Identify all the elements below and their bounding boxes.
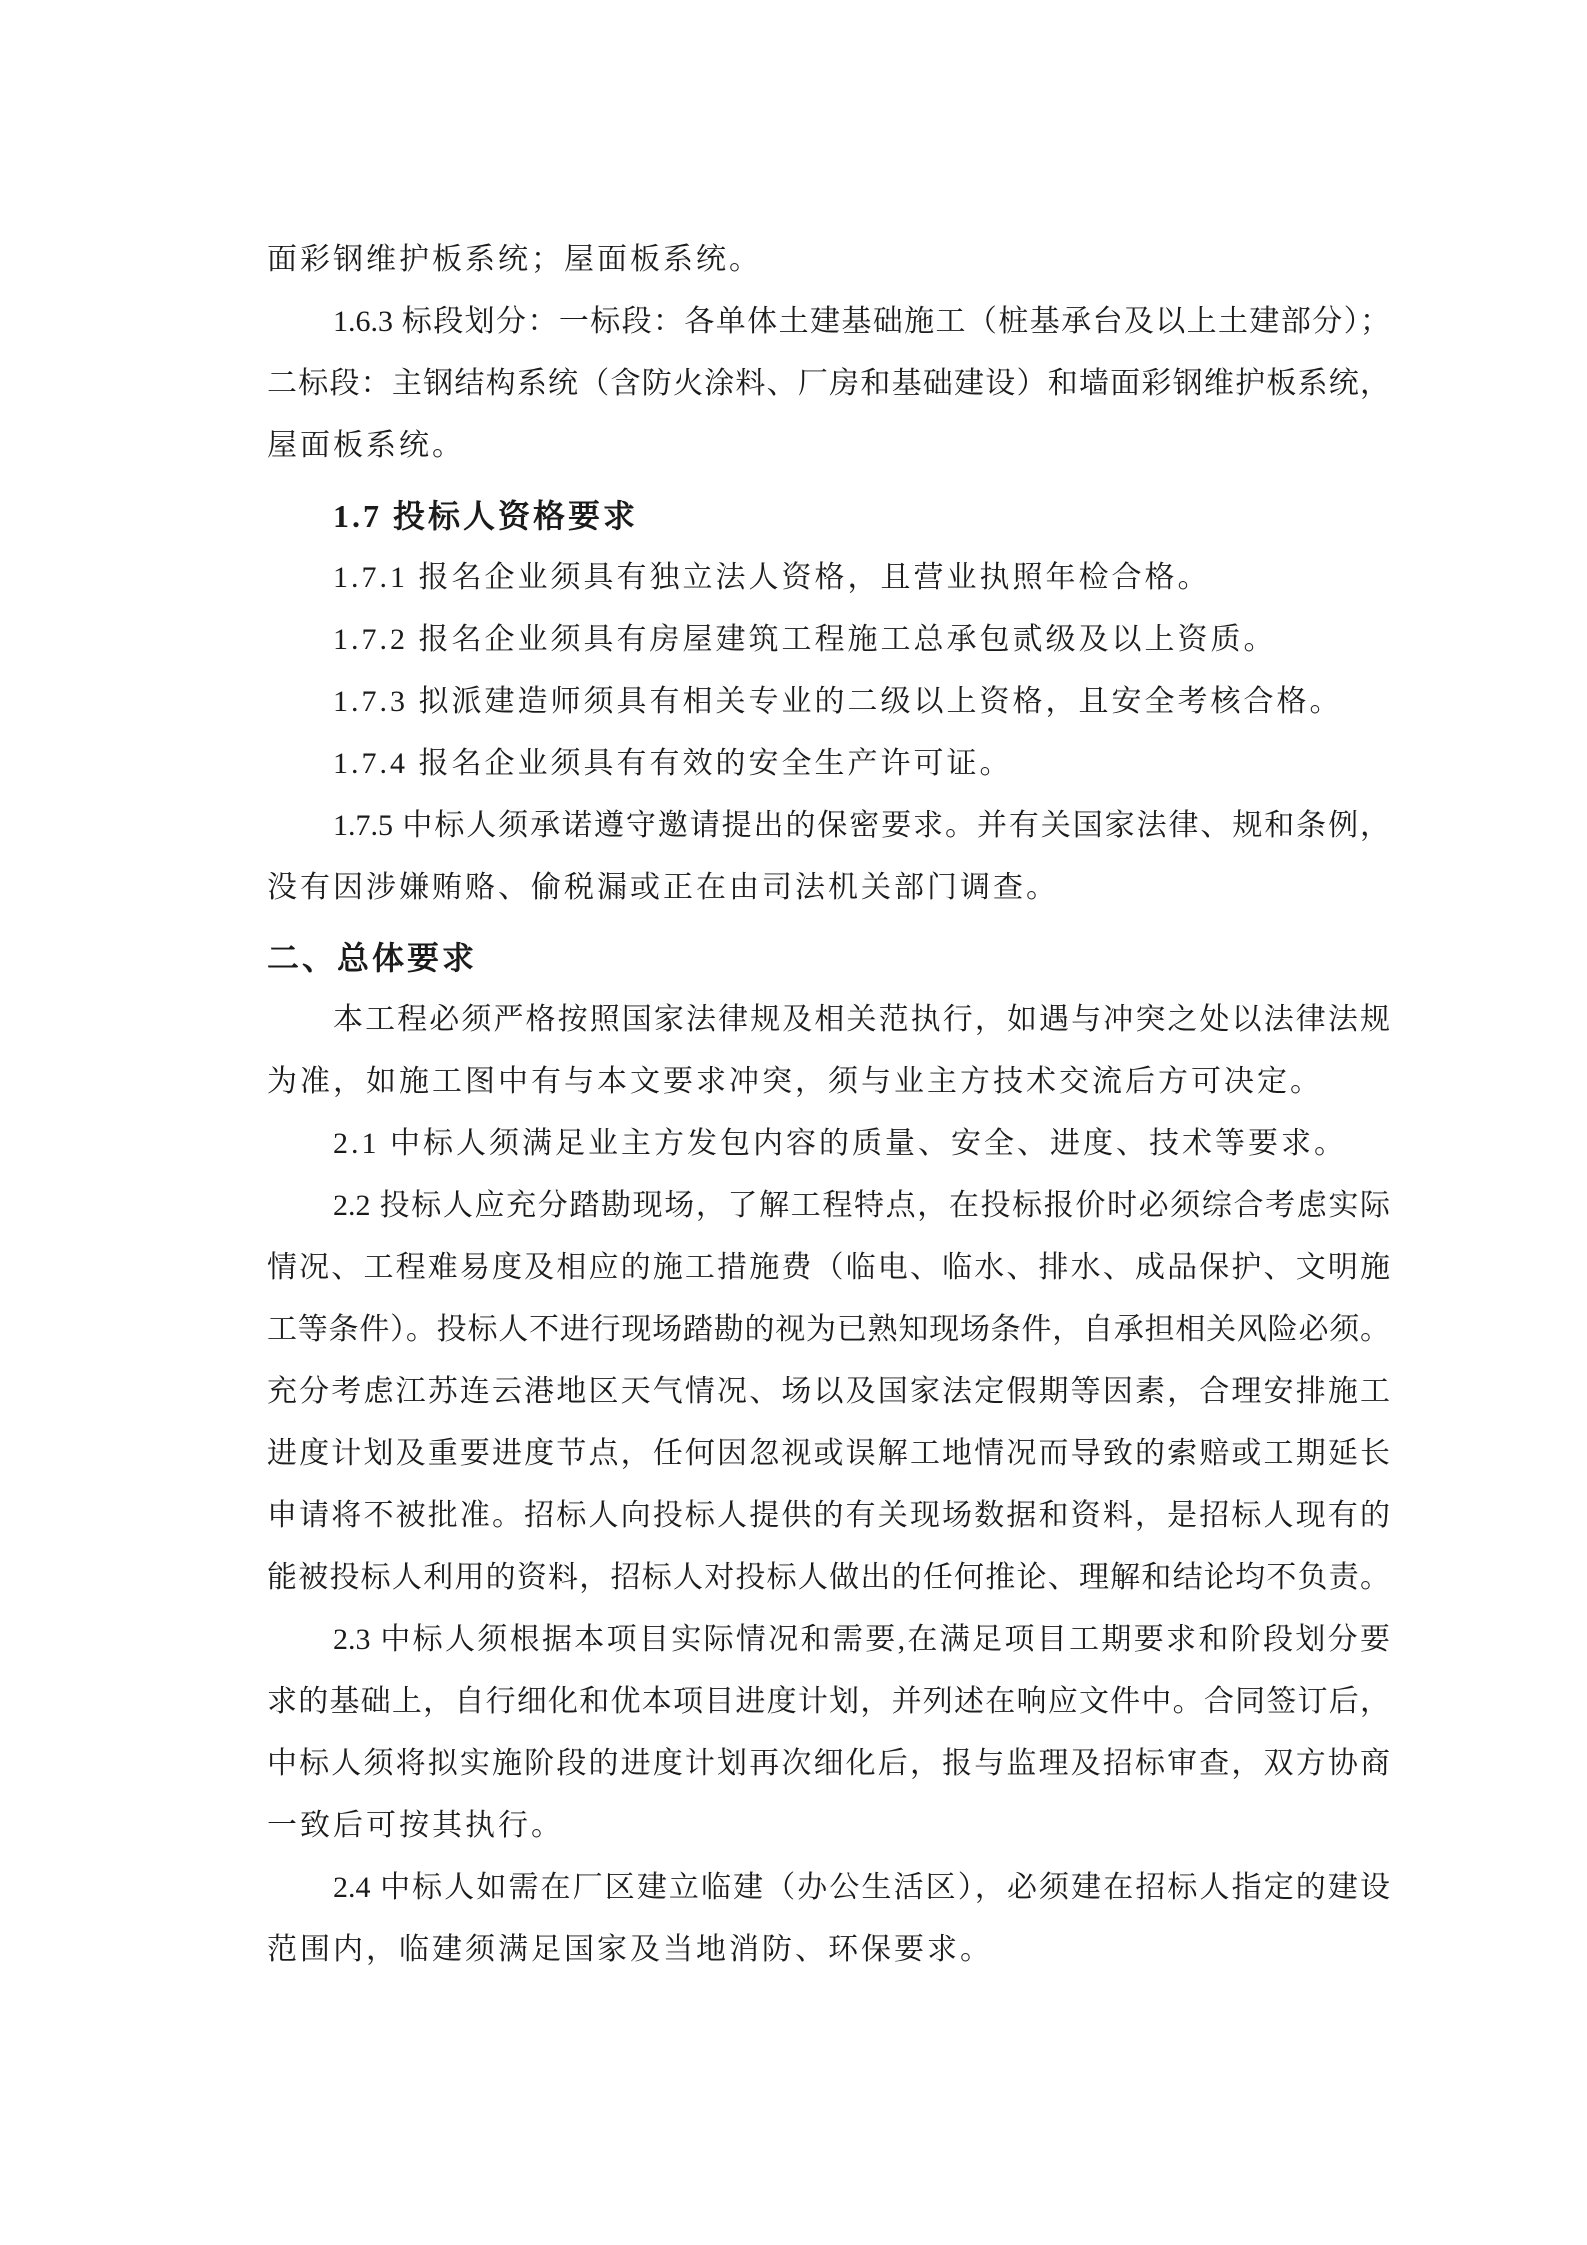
text-line: 屋面板系统。 [267, 429, 465, 462]
paragraph [267, 1113, 1390, 1175]
paragraph [267, 1857, 1390, 1981]
paragraph [267, 795, 1390, 919]
text-line: 1.6.3 标段划分：一标段：各单体土建基础施工（桩基承台及以上土建部分）； [333, 305, 1390, 338]
text-line: 一致后可按其执行。 [267, 1809, 564, 1842]
paragraph [267, 291, 1390, 477]
paragraph [267, 609, 1390, 671]
paragraph [267, 733, 1390, 795]
text-line: 求的基础上，自行细化和优本项目进度计划，并列述在响应文件中。合同签订后， [267, 1685, 1390, 1718]
text-line: 1.7.5 中标人须承诺遵守邀请提出的保密要求。并有关国家法律、规和条例， [333, 809, 1390, 842]
text-line: 能被投标人利用的资料，招标人对投标人做出的任何推论、理解和结论均不负责。 [267, 1561, 1390, 1594]
paragraph [267, 547, 1390, 609]
paragraph [267, 671, 1390, 733]
paragraph [267, 1609, 1390, 1857]
text-line: 没有因涉嫌贿赂、偷税漏或正在由司法机关部门调查。 [267, 871, 1059, 904]
text-line: 充分考虑江苏连云港地区天气情况、场以及国家法定假期等因素，合理安排施工 [267, 1375, 1390, 1408]
text-line: 本工程必须严格按照国家法律规及相关范执行，如遇与冲突之处以法律法规 [333, 1003, 1390, 1036]
text-line: 申请将不被批准。招标人向投标人提供的有关现场数据和资料，是招标人现有的 [267, 1499, 1390, 1532]
text-line: 情况、工程难易度及相应的施工措施费（临电、临水、排水、成品保护、文明施 [267, 1251, 1390, 1284]
text-line: 为准，如施工图中有与本文要求冲突，须与业主方技术交流后方可决定。 [267, 1065, 1323, 1098]
text-line: 1.7.2 报名企业须具有房屋建筑工程施工总承包贰级及以上资质。 [333, 623, 1277, 656]
text-line: 1.7.1 报名企业须具有独立法人资格，且营业执照年检合格。 [333, 561, 1211, 594]
text-line: 2.3 中标人须根据本项目实际情况和需要,在满足项目工期要求和阶段划分要 [333, 1623, 1390, 1656]
paragraph [267, 989, 1390, 1113]
text-line: 面彩钢维护板系统；屋面板系统。 [267, 243, 762, 276]
text-line: 中标人须将拟实施阶段的进度计划再次细化后，报与监理及招标审查，双方协商 [267, 1747, 1390, 1780]
text-line: 2.4 中标人如需在厂区建立临建（办公生活区），必须建在招标人指定的建设 [333, 1871, 1390, 1904]
section-heading [267, 485, 1390, 547]
text-line: 1.7 投标人资格要求 [333, 498, 639, 534]
text-line: 进度计划及重要进度节点，任何因忽视或误解工地情况而导致的索赔或工期延长 [267, 1437, 1390, 1470]
section-heading [267, 927, 1390, 989]
text-line: 工等条件）。投标人不进行现场踏勘的视为已熟知现场条件，自承担相关风险必须。 [267, 1313, 1390, 1346]
text-line: 2.1 中标人须满足业主方发包内容的质量、安全、进度、技术等要求。 [333, 1127, 1347, 1160]
paragraph [267, 229, 1390, 291]
paragraph [267, 1175, 1390, 1609]
text-line: 范围内，临建须满足国家及当地消防、环保要求。 [267, 1933, 993, 1966]
text-line: 二标段：主钢结构系统（含防火涂料、厂房和基础建设）和墙面彩钢维护板系统， [267, 367, 1390, 400]
text-line: 1.7.3 拟派建造师须具有相关专业的二级以上资格，且安全考核合格。 [333, 685, 1343, 718]
text-line: 2.2 投标人应充分踏勘现场，了解工程特点，在投标报价时必须综合考虑实际 [333, 1189, 1390, 1222]
document-text-block [267, 229, 1390, 1981]
text-line: 1.7.4 报名企业须具有有效的安全生产许可证。 [333, 747, 1013, 780]
text-line: 二、总体要求 [267, 940, 478, 976]
